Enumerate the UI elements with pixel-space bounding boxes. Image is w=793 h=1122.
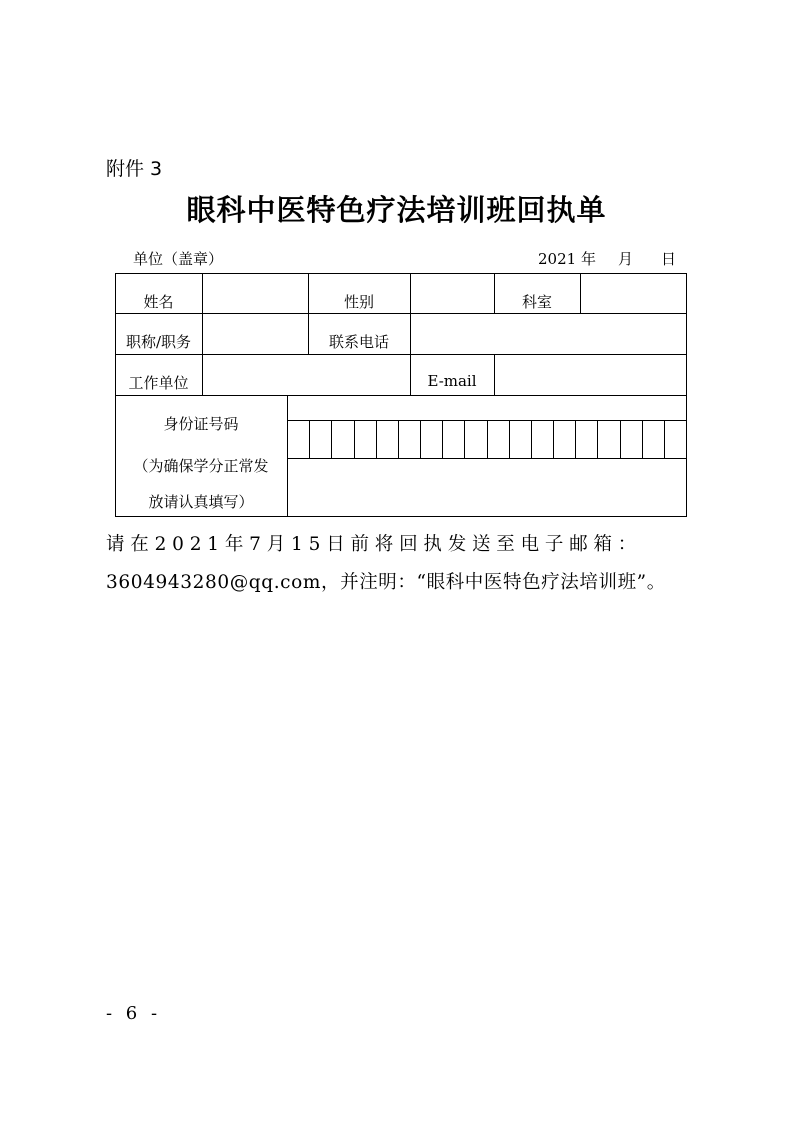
id-label-line1: 身份证号码 [163, 415, 239, 433]
id-digit-box[interactable] [575, 420, 597, 458]
title-position-label: 职称/职务 [125, 333, 192, 351]
department-label: 科室 [521, 293, 552, 311]
department-field[interactable] [581, 278, 686, 312]
gender-label: 性别 [343, 293, 374, 311]
reply-form-table [115, 273, 687, 517]
id-digit-box[interactable] [331, 420, 353, 458]
id-digit-box[interactable] [420, 420, 442, 458]
unit-seal-label: 单位（盖章） [133, 250, 224, 268]
name-label: 姓名 [143, 293, 174, 311]
email-label: E-mail [427, 372, 477, 390]
date-day: 日 [660, 250, 676, 268]
title-position-field[interactable] [203, 318, 308, 352]
name-field[interactable] [203, 278, 308, 312]
id-digit-box[interactable] [287, 420, 309, 458]
date-line [538, 248, 676, 269]
date-month: 月 [617, 250, 633, 268]
id-digit-box[interactable] [642, 420, 664, 458]
id-digit-box[interactable] [597, 420, 619, 458]
id-digit-box[interactable] [664, 420, 686, 458]
attachment-label: 附件 3 [106, 158, 163, 180]
id-digit-box[interactable] [354, 420, 376, 458]
id-digit-box[interactable] [376, 420, 398, 458]
id-label-line3: 放请认真填写） [148, 493, 254, 511]
workplace-label: 工作单位 [128, 374, 189, 392]
notice-line-1: 请在2021年7月15日前将回执发送至电子邮箱： [106, 534, 643, 555]
id-digit-box[interactable] [309, 420, 331, 458]
id-digit-box[interactable] [553, 420, 575, 458]
id-digit-box[interactable] [531, 420, 553, 458]
id-digit-box[interactable] [398, 420, 420, 458]
id-digit-box[interactable] [487, 420, 509, 458]
notice-line-2: 3604943280@qq.com，并注明：“眼科中医特色疗法培训班”。 [106, 572, 666, 593]
id-digit-box[interactable] [442, 420, 464, 458]
phone-field[interactable] [411, 318, 686, 352]
email-field[interactable] [495, 359, 686, 393]
date-year: 2021 年 [538, 250, 596, 268]
page-title: 眼科中医特色疗法培训班回执单 [186, 193, 607, 227]
id-label-line2: （为确保学分正常发 [133, 457, 269, 475]
id-digit-box[interactable] [620, 420, 642, 458]
workplace-field[interactable] [203, 359, 410, 393]
id-digit-box[interactable] [464, 420, 486, 458]
page-number: - 6 - [106, 1003, 162, 1024]
gender-field[interactable] [411, 278, 494, 312]
phone-label: 联系电话 [328, 333, 389, 351]
id-digit-box[interactable] [509, 420, 531, 458]
